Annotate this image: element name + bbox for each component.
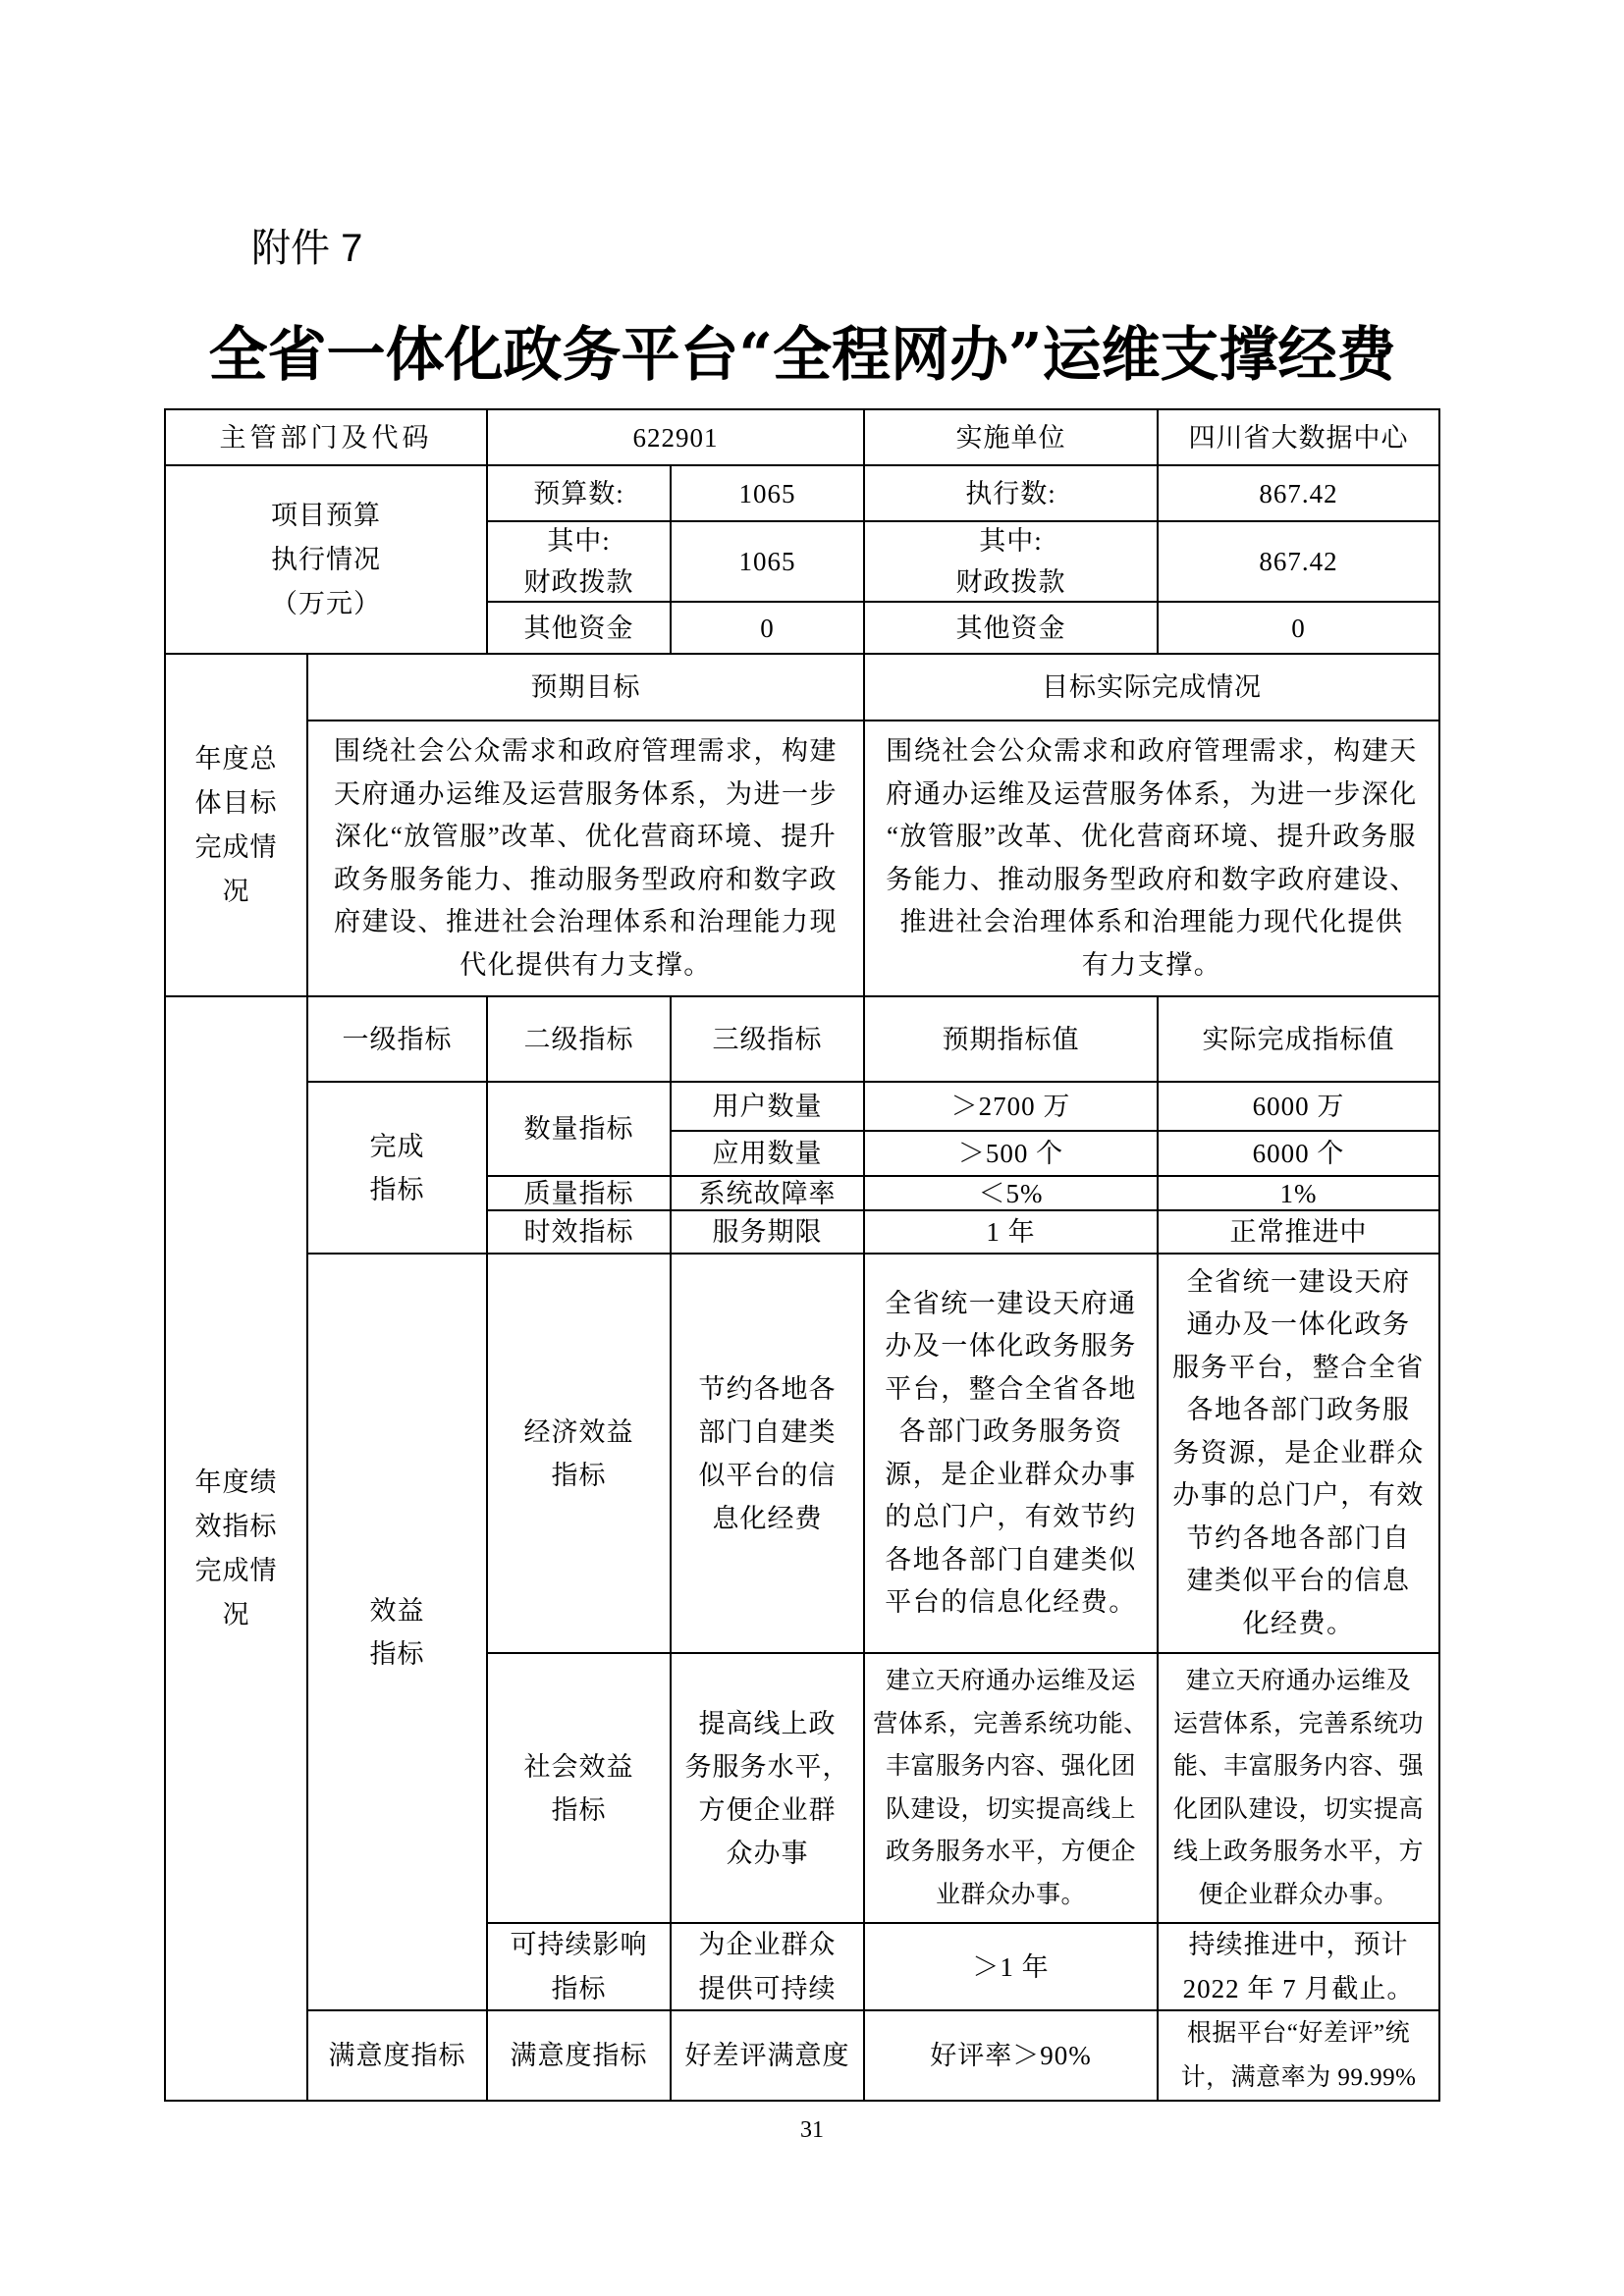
failure-rate-actual: 1% [1159, 1177, 1440, 1211]
service-period-actual: 正常推进中 [1159, 1211, 1440, 1255]
header-level1: 一级指标 [308, 997, 488, 1083]
impl-unit-value: 四川省大数据中心 [1159, 410, 1440, 466]
satisfaction-level1: 满意度指标 [308, 2011, 488, 2102]
budget-fiscal-label: 其中: 财政拨款 [488, 522, 672, 603]
exec-other-value: 0 [1159, 603, 1440, 655]
header-level3: 三级指标 [672, 997, 865, 1083]
app-count-actual: 6000 个 [1159, 1132, 1440, 1177]
app-count-expected: ＞500 个 [865, 1132, 1159, 1177]
social-benefit-actual: 建立天府通办运维及 运营体系，完善系统功 能、丰富服务内容、强 化团队建设，切实提高 线上政务服务水平，方 便企业群众办事。 [1159, 1654, 1440, 1924]
quality-indicator-label: 质量指标 [488, 1177, 672, 1211]
budget-other-value: 0 [672, 603, 865, 655]
sustainable-impact-actual: 持续推进中，预计 2022 年 7 月截止。 [1159, 1924, 1440, 2011]
quantity-indicator-label: 数量指标 [488, 1083, 672, 1177]
economic-benefit-actual: 全省统一建设天府 通办及一体化政务 服务平台，整合全省 各地各部门政务服 务资源，是企业群众 办事的总门户，有效 节约各地各部门自 建类似平台的信息 化经费。 [1159, 1255, 1440, 1654]
page-number: 31 [800, 2117, 824, 2143]
satisfaction-indicator: 好差评满意度 [672, 2011, 865, 2102]
economic-benefit-expected: 全省统一建设天府通 办及一体化政务服务 平台，整合全省各地 各部门政务服务资 源，是企业群众办事 的总门户，有效节约 各地各部门自建类似 平台的信息化经费。 [865, 1255, 1159, 1654]
budget-section-label: 项目预算 执行情况 （万元） [166, 466, 488, 655]
budget-other-label: 其他资金 [488, 603, 672, 655]
sustainable-impact-expected: ＞1 年 [865, 1924, 1159, 2011]
budget-total-value: 1065 [672, 466, 865, 522]
page-title: 全省一体化政务平台“全程网办”运维支撑经费 [208, 321, 1396, 390]
user-count-expected: ＞2700 万 [865, 1083, 1159, 1132]
user-count-indicator: 用户数量 [672, 1083, 865, 1132]
service-period-expected: 1 年 [865, 1211, 1159, 1255]
impl-unit-label: 实施单位 [865, 410, 1159, 466]
exec-total-value: 867.42 [1159, 466, 1440, 522]
performance-table [164, 408, 1440, 2102]
budget-fiscal-value: 1065 [672, 522, 865, 603]
header-actual-value: 实际完成指标值 [1159, 997, 1440, 1083]
social-benefit-label: 社会效益 指标 [488, 1654, 672, 1924]
app-count-indicator: 应用数量 [672, 1132, 865, 1177]
satisfaction-actual: 根据平台“好差评”统 计，满意率为 99.99% [1159, 2011, 1440, 2102]
annual-goal-label: 年度总 体目标 完成情 况 [166, 655, 308, 997]
dept-code-value: 622901 [488, 410, 865, 466]
user-count-actual: 6000 万 [1159, 1083, 1440, 1132]
performance-label: 年度绩 效指标 完成情 况 [166, 997, 308, 2102]
service-period-indicator: 服务期限 [672, 1211, 865, 1255]
expected-goal-text: 围绕社会公众需求和政府管理需求，构建 天府通办运维及运营服务体系，为进一步 深化“放管服”改革、优化营商环境、提升 政务服务能力、推动服务型政府和数字政 府建设、推进社会治理体系和治理能力现 代化提供有力支撑。 [308, 721, 865, 997]
sustainable-impact-indicator: 为企业群众 提供可持续 [672, 1924, 865, 2011]
budget-total-label: 预算数: [488, 466, 672, 522]
timeliness-indicator-label: 时效指标 [488, 1211, 672, 1255]
exec-other-label: 其他资金 [865, 603, 1159, 655]
actual-goal-text: 围绕社会公众需求和政府管理需求，构建天 府通办运维及运营服务体系，为进一步深化 “放管服”改革、优化营商环境、提升政务服 务能力、推动服务型政府和数字政府建设、 推进社会治理体系和治理能力现代化提供 有力支撑。 [865, 721, 1440, 997]
dept-code-label: 主管部门及代码 [166, 410, 488, 466]
satisfaction-level2: 满意度指标 [488, 2011, 672, 2102]
failure-rate-expected: ＜5% [865, 1177, 1159, 1211]
attachment-label: 附件 7 [251, 227, 363, 270]
header-level2: 二级指标 [488, 997, 672, 1083]
exec-fiscal-label: 其中: 财政拨款 [865, 522, 1159, 603]
benefit-indicator-label: 效益 指标 [308, 1255, 488, 2011]
completion-indicator-label: 完成 指标 [308, 1083, 488, 1255]
exec-total-label: 执行数: [865, 466, 1159, 522]
header-expected-value: 预期指标值 [865, 997, 1159, 1083]
economic-benefit-label: 经济效益 指标 [488, 1255, 672, 1654]
social-benefit-indicator: 提高线上政 务服务水平， 方便企业群 众办事 [672, 1654, 865, 1924]
actual-goal-header: 目标实际完成情况 [865, 655, 1440, 721]
exec-fiscal-value: 867.42 [1159, 522, 1440, 603]
expected-goal-header: 预期目标 [308, 655, 865, 721]
economic-benefit-indicator: 节约各地各 部门自建类 似平台的信 息化经费 [672, 1255, 865, 1654]
sustainable-impact-label: 可持续影响 指标 [488, 1924, 672, 2011]
failure-rate-indicator: 系统故障率 [672, 1177, 865, 1211]
social-benefit-expected: 建立天府通办运维及运 营体系，完善系统功能、 丰富服务内容、强化团 队建设，切实提高线上 政务服务水平，方便企 业群众办事。 [865, 1654, 1159, 1924]
satisfaction-expected: 好评率＞90% [865, 2011, 1159, 2102]
